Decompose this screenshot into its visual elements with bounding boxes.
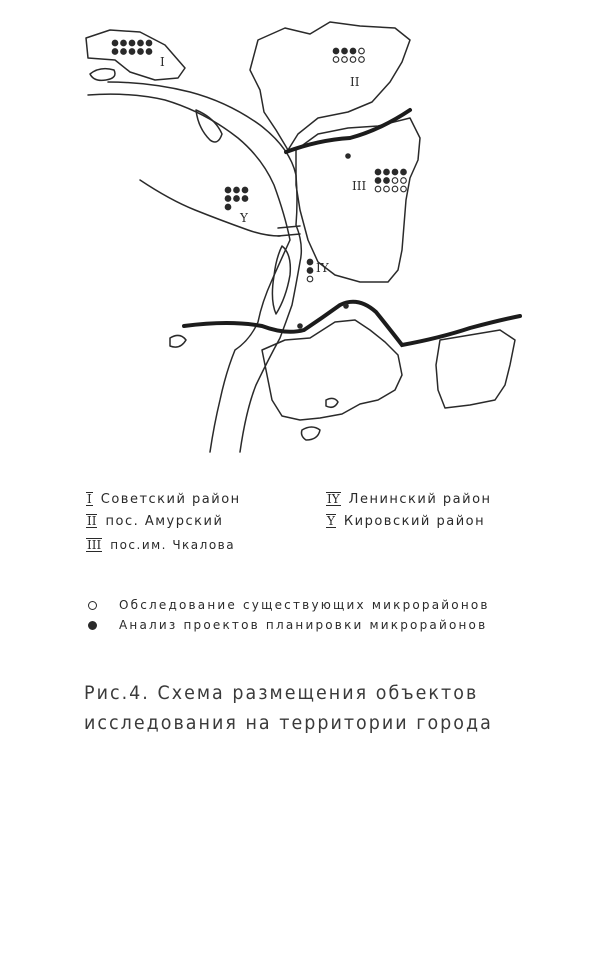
marker-analyzed-iii <box>401 169 407 175</box>
marker-analyzed-i <box>121 49 127 55</box>
legend-name-4: Ленинский район <box>348 492 492 507</box>
marker-surveyed-ii <box>350 57 356 63</box>
marker-analyzed-i <box>129 40 135 46</box>
marker-analyzed-y <box>242 196 248 202</box>
marker-analyzed-i <box>121 40 127 46</box>
district-label-3 <box>352 179 366 193</box>
marker-surveyed-iii <box>392 186 398 192</box>
district-label-2 <box>350 75 360 89</box>
island-5 <box>170 335 186 347</box>
marker-analyzed-y <box>225 187 231 193</box>
legend-key-analyzed-text: Анализ проектов планировки микрорайонов <box>119 618 488 632</box>
marker-surveyed-iii <box>375 186 381 192</box>
marker-analyzed-i <box>146 40 152 46</box>
marker-surveyed-ii <box>359 57 365 63</box>
marker-analyzed-iii <box>375 169 381 175</box>
district-numeral-1: I <box>160 55 165 69</box>
figure-caption-line-2: исследования на территории города <box>84 712 493 734</box>
legend-name-3: пос.им. Чкалова <box>110 538 236 552</box>
district-numeral-3: III <box>352 179 367 193</box>
marker-analyzed-i <box>129 49 135 55</box>
legend-name-1: Советский район <box>100 492 241 507</box>
river-island <box>196 110 222 142</box>
marker-analyzed-single-2 <box>297 323 303 329</box>
river-bank-east <box>108 82 301 452</box>
legend-name-5: Кировский район <box>343 514 486 529</box>
legend-key-analyzed <box>88 618 487 632</box>
legend-district-4 <box>326 492 492 507</box>
marker-surveyed-ii <box>359 48 365 54</box>
legend-numeral-4: IY <box>327 492 340 506</box>
city-scheme-map <box>0 0 604 470</box>
legend-key-surveyed <box>88 598 490 612</box>
district-label-1 <box>160 55 165 69</box>
legend-key-surveyed-text: Обследование существующих микрорайонов <box>119 598 490 612</box>
marker-analyzed-iy <box>307 259 313 265</box>
figure-caption-line-1: Рис.4. Схема размещения объектов <box>84 682 479 704</box>
marker-analyzed-y <box>234 196 240 202</box>
marker-analyzed-y <box>225 196 231 202</box>
district-numeral-2: II <box>350 75 360 89</box>
east-block-outline <box>436 330 515 408</box>
legend-district-3 <box>86 538 235 552</box>
island-3 <box>302 427 321 440</box>
marker-analyzed-y <box>242 187 248 193</box>
marker-analyzed-single-1 <box>343 303 349 309</box>
marker-analyzed-ii <box>350 48 356 54</box>
marker-analyzed-i <box>146 49 152 55</box>
railway-south <box>184 302 520 345</box>
legend-district-2 <box>86 514 223 529</box>
marker-analyzed-iii <box>392 169 398 175</box>
marker-analyzed-y <box>234 187 240 193</box>
marker-analyzed-iii <box>375 178 381 184</box>
railway-north <box>286 110 410 152</box>
hollow-circle-icon <box>88 601 97 610</box>
marker-analyzed-i <box>112 40 118 46</box>
marker-surveyed-iii <box>384 186 390 192</box>
marker-analyzed-iii <box>384 169 390 175</box>
marker-analyzed-y <box>225 204 231 210</box>
district-label-4 <box>316 261 330 275</box>
marker-analyzed-iy <box>307 268 313 274</box>
river-island-2 <box>272 246 290 314</box>
legend-district-1 <box>86 492 241 507</box>
marker-analyzed-ii <box>342 48 348 54</box>
marker-surveyed-ii <box>333 57 339 63</box>
marker-surveyed-iii <box>401 186 407 192</box>
district-4-outline <box>262 320 402 420</box>
island-1 <box>90 69 115 81</box>
river-bank-west <box>88 94 290 452</box>
marker-surveyed-ii <box>342 57 348 63</box>
district-numeral-4: IY <box>316 261 329 275</box>
marker-surveyed-iy <box>307 276 313 282</box>
marker-surveyed-iii <box>392 178 398 184</box>
legend-numeral-1: I <box>87 492 92 506</box>
island-4 <box>326 398 338 407</box>
district-2-outline <box>250 22 410 150</box>
marker-analyzed-iii <box>384 178 390 184</box>
district-numeral-5: Y <box>240 211 248 225</box>
legend-numeral-5: Y <box>327 514 335 528</box>
marker-analyzed-i <box>138 40 144 46</box>
marker-analyzed-i <box>112 49 118 55</box>
marker-surveyed-iii <box>401 178 407 184</box>
legend-name-2: пос. Амурский <box>105 514 224 529</box>
legend-numeral-2: II <box>87 514 97 528</box>
district-label-5 <box>239 211 249 225</box>
marker-analyzed-single-0 <box>345 153 351 159</box>
marker-analyzed-ii <box>333 48 339 54</box>
legend-numeral-3: III <box>87 538 102 552</box>
legend-district-5 <box>326 514 485 529</box>
district-1-outline <box>86 30 185 80</box>
tributary <box>140 180 280 236</box>
marker-analyzed-i <box>138 49 144 55</box>
filled-circle-icon <box>88 621 97 630</box>
